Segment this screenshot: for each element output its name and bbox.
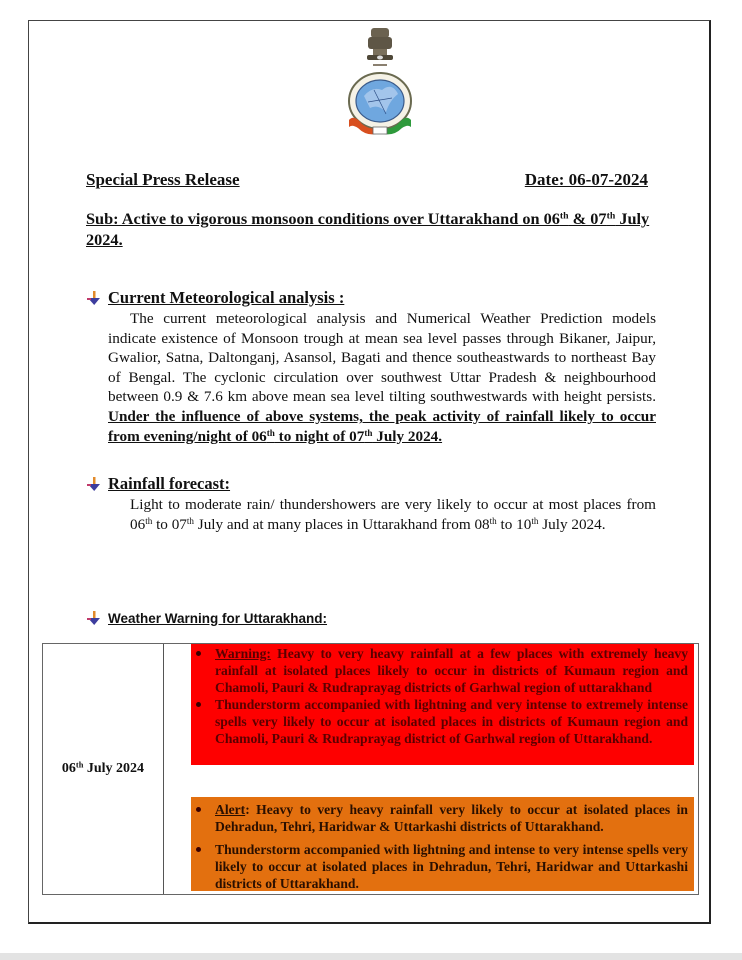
warning-table [42, 643, 699, 895]
arrow-bullet-icon [86, 476, 102, 492]
orange-alert-box [191, 797, 694, 891]
alert-item: Alert: Heavy to very heavy rainfall very likely to occur at isolated places in Dehradun, Tehri, Haridwar & Uttarkashi districts of Uttarakhand. [191, 801, 688, 835]
alert-item: Thunderstorm accompanied with lightning and intense to very intense spells very likely to occur at isolated places in Dehradun, Tehri, Haridwar and Uttarkashi districts of Uttarakhand. [191, 841, 688, 892]
red-warning-box [191, 644, 694, 765]
imd-emblem-icon [340, 24, 420, 144]
analysis-paragraph: The current meteorological analysis and Numerical Weather Prediction models indicate existence of Monsoon trough at mean sea level passes through Bikaner, Jaipur, Gwalior, Satna, Daltonganj, Asansol, Bagati and thence southeastwards to northeast Bay of Bengal. The cyclonic circulation over southwest Uttar Pradesh & neighbourhood between 0.9 & 7.6 km above mean sea level tilting southwestwards with height persists. Under the influence of above systems, the peak activity of rainfall likely to occur from evening/night of 06th to night of 07th July 2024. [108, 310, 656, 445]
header-row [86, 170, 648, 190]
warning-item: Thunderstorm accompanied with lightning and very intense to extremely intense spells very likely to occur at isolated places in districts of Kumaun region and Chamoli, Pauri & Rudraprayag district of Garhwal region of Uttarakhand. [191, 696, 688, 747]
section-heading-analysis: Current Meteorological analysis : [86, 288, 344, 308]
document-date: Date: 06-07-2024 [524, 170, 648, 189]
forecast-paragraph: Light to moderate rain/ thundershowers are very likely to occur at most places from 06th to 07th July and at many places in Uttarakhand from 08th to 10th July 2024. [130, 496, 656, 533]
subject-line: Sub: Active to vigorous monsoon conditions over Uttarakhand on 06th & 07th July 2024. [86, 209, 650, 249]
document-title: Special Press Release [86, 170, 240, 189]
arrow-bullet-icon [86, 610, 102, 626]
warning-date-cell: 06th July 2024 [43, 644, 164, 894]
warning-item: Warning: Heavy to very heavy rainfall at a few places with extremely heavy rainfall at isolated places likely to occur in districts of Kumaun region and Chamoli, Pauri & Rudraprayag districts of Garhwal region of uttarakhand [191, 645, 688, 696]
arrow-bullet-icon [86, 290, 102, 306]
viewer-bottom-band [0, 953, 742, 960]
section-heading-forecast: Rainfall forecast: [86, 474, 230, 494]
section-heading-warning: Weather Warning for Uttarakhand: [86, 610, 327, 626]
